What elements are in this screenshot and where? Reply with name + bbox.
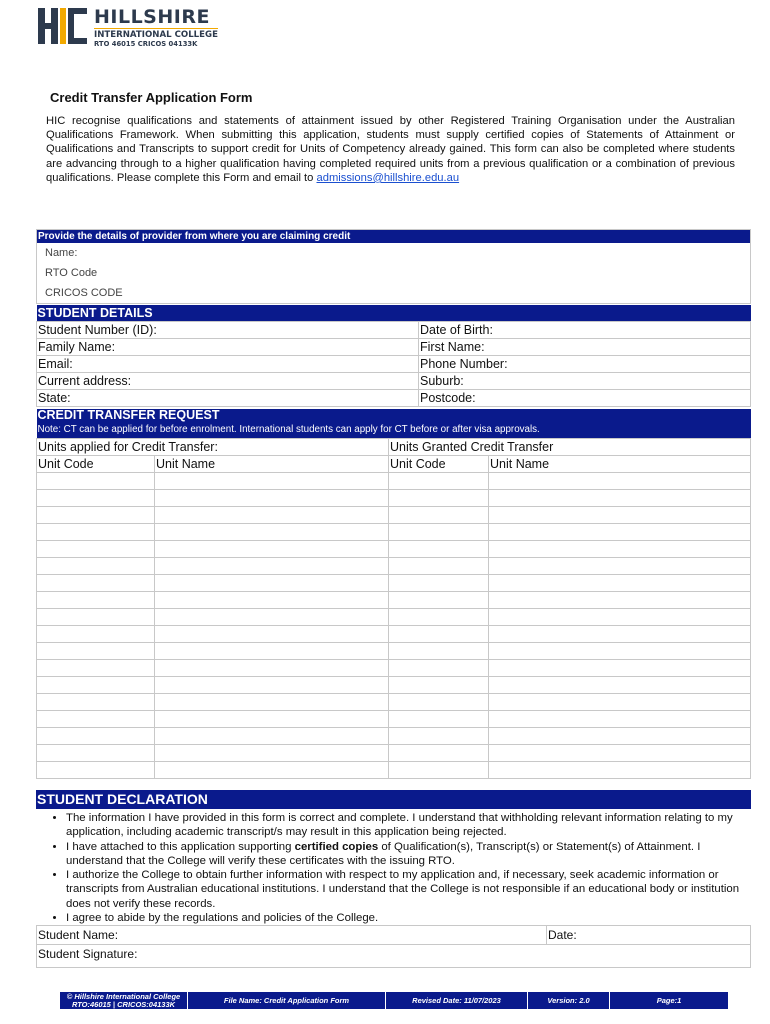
college-logo [38,6,238,50]
table-row [37,926,751,945]
granted-unit-name-cell[interactable] [489,507,751,524]
granted-unit-name-cell[interactable] [489,677,751,694]
applied-unit-name-cell[interactable] [155,728,389,745]
applied-unit-name-cell[interactable] [155,694,389,711]
declaration-section [36,790,751,968]
page-footer [60,992,728,1009]
student-details-section [36,305,751,407]
granted-unit-code-cell[interactable] [389,677,489,694]
table-row [37,728,751,745]
declaration-text: I authorize the College to obtain further information with respect to my application and, if necessary, seek academic information or transcripts from Australian educational institutions. I understand that the College is not responsible if an educational body or institution does not verify these records. [66,869,740,910]
granted-unit-name-header: Unit Name [489,456,751,473]
granted-unit-name-cell[interactable] [489,558,751,575]
provider-rto-code-field[interactable]: RTO Code [45,267,98,279]
footer-rto-text: RTO:46015 | CRICOS:04133K [71,999,176,1009]
table-row [37,507,751,524]
student-number-field[interactable]: Student Number (ID): [37,322,419,339]
units-granted-label: Units Granted Credit Transfer [389,439,751,456]
credit-transfer-table [36,409,751,779]
applied-unit-code-cell[interactable] [37,558,155,575]
credit-transfer-note: Note: CT can be applied for before enrolment. International students can apply for CT before or after visa approvals. [37,422,751,439]
applied-unit-code-cell[interactable] [37,660,155,677]
table-row [37,373,751,390]
granted-unit-name-cell[interactable] [489,643,751,660]
footer-copyright [60,992,188,1009]
table-row [37,643,751,660]
table-row [37,541,751,558]
granted-unit-code-cell[interactable] [389,728,489,745]
signature-table [36,925,751,968]
granted-unit-name-cell[interactable] [489,575,751,592]
applied-unit-code-cell[interactable] [37,626,155,643]
applied-unit-code-cell[interactable] [37,728,155,745]
footer-copyright-text: © Hillshire International College [66,991,181,1001]
granted-unit-code-cell[interactable] [389,762,489,779]
family-name-field[interactable]: Family Name: [37,339,419,356]
applied-unit-code-cell[interactable] [37,524,155,541]
applied-unit-name-cell[interactable] [155,558,389,575]
table-row [37,490,751,507]
declaration-text: I have attached to this application supporting [66,840,295,853]
granted-unit-code-header: Unit Code [389,456,489,473]
applied-unit-name-cell[interactable] [155,609,389,626]
granted-unit-name-cell[interactable] [489,609,751,626]
declaration-text: The information I have provided in this form is correct and complete. I understand that withholding relevant information relating to my application, including academic transcript/s may result in this application being rejected. [66,812,733,839]
footer-revised-date: Revised Date: 11/07/2023 [386,992,528,1009]
form-title: Credit Transfer Application Form [50,90,253,105]
declaration-item [66,868,751,911]
declaration-item [66,811,751,840]
provider-header: Provide the details of provider from where you are claiming credit [37,230,750,243]
granted-unit-name-cell[interactable] [489,694,751,711]
table-row [37,745,751,762]
declaration-item [66,840,751,869]
table-row [37,945,751,968]
logo-name: HILLSHIRE [94,6,210,28]
granted-unit-code-cell[interactable] [389,711,489,728]
footer-file-name: File Name: Credit Application Form [188,992,386,1009]
declaration-header: STUDENT DECLARATION [36,790,751,809]
table-row [37,694,751,711]
state-field[interactable]: State: [37,390,419,407]
applied-unit-name-cell[interactable] [155,745,389,762]
student-details-table [36,305,751,407]
declaration-text: certified copies [294,840,379,853]
granted-unit-code-cell[interactable] [389,609,489,626]
declaration-list [36,809,751,925]
applied-unit-name-cell[interactable] [155,490,389,507]
postcode-field[interactable]: Postcode: [419,390,751,407]
provider-cricos-code-field[interactable]: CRICOS CODE [45,287,123,299]
applied-unit-code-cell[interactable] [37,711,155,728]
date-of-birth-field[interactable]: Date of Birth: [419,322,751,339]
logo-rto: RTO 46015 CRICOS 04133K [94,40,198,48]
granted-unit-name-cell[interactable] [489,592,751,609]
table-row [37,711,751,728]
logo-subtitle: INTERNATIONAL COLLEGE [94,30,218,40]
applied-unit-code-cell[interactable] [37,490,155,507]
suburb-field[interactable]: Suburb: [419,373,751,390]
logo-text [94,6,218,49]
granted-unit-code-cell[interactable] [389,643,489,660]
applied-unit-name-cell[interactable] [155,762,389,779]
table-row [37,626,751,643]
table-row [37,524,751,541]
applied-unit-name-cell[interactable] [155,711,389,728]
current-address-field[interactable]: Current address: [37,373,419,390]
granted-unit-code-cell[interactable] [389,507,489,524]
table-row [37,677,751,694]
intro-paragraph [46,114,735,185]
table-row [37,322,751,339]
granted-unit-code-cell[interactable] [389,660,489,677]
applied-unit-code-cell[interactable] [37,643,155,660]
granted-unit-code-cell[interactable] [389,592,489,609]
applied-unit-name-cell[interactable] [155,507,389,524]
granted-unit-name-cell[interactable] [489,524,751,541]
applied-unit-code-cell[interactable] [37,745,155,762]
granted-unit-name-cell[interactable] [489,541,751,558]
email-field[interactable]: Email: [37,356,419,373]
declaration-item [66,911,751,925]
granted-unit-name-cell[interactable] [489,660,751,677]
applied-unit-name-cell[interactable] [155,677,389,694]
table-row [37,660,751,677]
credit-transfer-header: CREDIT TRANSFER REQUEST [37,409,751,422]
granted-unit-code-cell[interactable] [389,626,489,643]
applied-unit-code-cell[interactable] [37,541,155,558]
granted-unit-name-cell[interactable] [489,745,751,762]
first-name-field[interactable]: First Name: [419,339,751,356]
table-row [37,609,751,626]
applied-unit-code-cell[interactable] [37,507,155,524]
table-row [37,558,751,575]
applied-unit-name-cell[interactable] [155,626,389,643]
granted-unit-name-cell[interactable] [489,626,751,643]
granted-unit-code-cell[interactable] [389,524,489,541]
applied-unit-name-cell[interactable] [155,524,389,541]
granted-unit-name-cell[interactable] [489,762,751,779]
credit-transfer-section [36,409,751,779]
footer-version: Version: 2.0 [528,992,610,1009]
applied-unit-name-cell[interactable] [155,575,389,592]
phone-number-field[interactable]: Phone Number: [419,356,751,373]
granted-unit-name-cell[interactable] [489,728,751,745]
table-header-row [37,456,751,473]
applied-unit-name-cell[interactable] [155,660,389,677]
applied-unit-code-cell[interactable] [37,575,155,592]
granted-unit-code-cell[interactable] [389,694,489,711]
applied-unit-name-cell[interactable] [155,643,389,660]
table-row [37,390,751,407]
granted-unit-name-cell[interactable] [489,711,751,728]
granted-unit-code-cell[interactable] [389,541,489,558]
declaration-text: I agree to abide by the regulations and policies of the College. [66,912,379,925]
granted-unit-code-cell[interactable] [389,575,489,592]
provider-name-field[interactable]: Name: [45,247,78,259]
units-applied-label: Units applied for Credit Transfer: [37,439,389,456]
table-row [37,356,751,373]
table-row [37,439,751,456]
granted-unit-code-cell[interactable] [389,745,489,762]
provider-section [36,229,751,304]
hic-logo-mark-icon [38,6,88,46]
table-row [37,473,751,490]
granted-unit-code-cell[interactable] [389,473,489,490]
student-name-field[interactable]: Student Name: [37,926,547,945]
table-row [37,339,751,356]
granted-unit-code-cell[interactable] [389,490,489,507]
table-row [37,762,751,779]
granted-unit-code-cell[interactable] [389,558,489,575]
email-link[interactable]: admissions@hillshire.edu.au [316,171,460,184]
applied-unit-code-header: Unit Code [37,456,155,473]
applied-unit-name-cell[interactable] [155,541,389,558]
applied-unit-name-cell[interactable] [155,592,389,609]
applied-unit-code-cell[interactable] [37,762,155,779]
applied-unit-code-cell[interactable] [37,592,155,609]
table-row [37,592,751,609]
granted-unit-name-cell[interactable] [489,473,751,490]
applied-unit-name-cell[interactable] [155,473,389,490]
applied-unit-code-cell[interactable] [37,694,155,711]
table-row [37,575,751,592]
granted-unit-name-cell[interactable] [489,490,751,507]
date-field[interactable]: Date: [547,926,751,945]
applied-unit-name-header: Unit Name [155,456,389,473]
intro-text: HIC recognise qualifications and statements of attainment issued by other Registered Training Organisation under the Australian Qualifications Framework. When submitting this application, students must supply certified copies of Statements of Attainment or Qualifications and Transcripts to support credit for Units of Competency already gained. This form can also be completed where students are advancing through to a higher qualification having completed required units from a previous qualification or a combination of previous qualifications. Please complete this Form and email to [46,115,735,184]
declaration-text: of Qualification(s), Transcript(s) or Statement(s) of Attainment. I understand that the College will verify these certificates with the issuing RTO. [66,840,701,867]
applied-unit-code-cell[interactable] [37,677,155,694]
student-details-header: STUDENT DETAILS [37,305,751,322]
applied-unit-code-cell[interactable] [37,473,155,490]
student-signature-field[interactable]: Student Signature: [37,945,751,968]
applied-unit-code-cell[interactable] [37,609,155,626]
footer-page-number: Page:1 [610,992,728,1009]
